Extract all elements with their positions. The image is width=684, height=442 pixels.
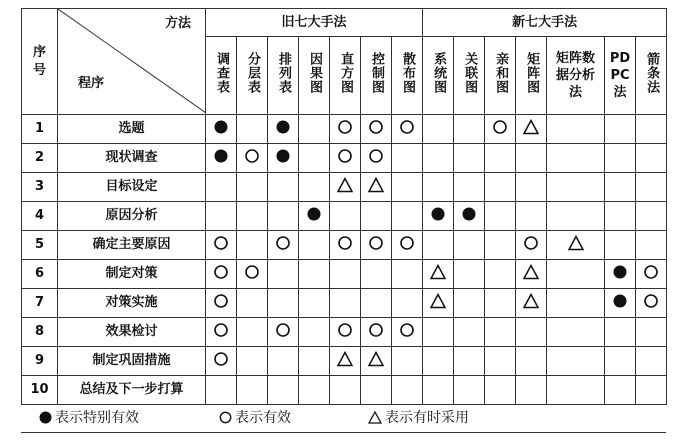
mark-cell [330, 260, 361, 289]
mark-cell [605, 347, 636, 376]
mark-cell [423, 115, 454, 144]
mark-cell [392, 260, 423, 289]
tool-header-label: 分层表 [245, 52, 260, 94]
mark-cell [392, 289, 423, 318]
mark-cell [485, 202, 516, 231]
mark-cell [516, 144, 547, 173]
mark-cell [516, 202, 547, 231]
mark-cell [547, 115, 605, 144]
tool-header-1 [206, 37, 237, 115]
mark-cell [237, 347, 268, 376]
mark-cell [636, 318, 667, 347]
tool-header-line: 矩阵数 [556, 51, 596, 66]
legend-triangle-label: 表示有时采用 [385, 410, 469, 426]
mark-cell [423, 260, 454, 289]
tool-header-12 [547, 37, 605, 115]
open-circle-icon [368, 119, 384, 135]
mark-cell [605, 144, 636, 173]
table-row [22, 202, 667, 231]
mark-cell [299, 202, 330, 231]
mark-cell [299, 115, 330, 144]
mark-cell [454, 231, 485, 260]
mark-cell [485, 231, 516, 260]
mark-cell [237, 144, 268, 173]
mark-cell [237, 318, 268, 347]
mark-cell [605, 202, 636, 231]
tool-header-14 [636, 37, 667, 115]
mark-cell [423, 376, 454, 405]
seq-header [22, 9, 58, 115]
row-number: 5 [22, 231, 58, 260]
legend-filled-label: 表示特别有效 [55, 410, 139, 426]
step-name: 对策实施 [58, 289, 206, 318]
mark-cell [485, 347, 516, 376]
mark-cell [547, 347, 605, 376]
table-row [22, 318, 667, 347]
mark-cell [516, 347, 547, 376]
mark-cell [268, 376, 299, 405]
mark-cell [636, 144, 667, 173]
mark-cell [636, 376, 667, 405]
step-name: 确定主要原因 [58, 231, 206, 260]
mark-cell [605, 289, 636, 318]
open-circle-icon [399, 119, 415, 135]
step-name: 原因分析 [58, 202, 206, 231]
mark-cell [299, 289, 330, 318]
mark-cell [299, 231, 330, 260]
tool-header-label: 关联图 [462, 52, 478, 94]
mark-cell [516, 376, 547, 405]
open-circle-icon [337, 148, 353, 164]
mark-cell [547, 318, 605, 347]
mark-cell [206, 347, 237, 376]
step-name: 选题 [58, 115, 206, 144]
open-circle-icon [337, 235, 353, 251]
mark-cell [268, 115, 299, 144]
open-circle-icon [219, 411, 232, 424]
open-circle-icon [213, 351, 229, 367]
qc-method-table-sheet [21, 8, 666, 426]
mark-cell [330, 144, 361, 173]
mark-cell [392, 347, 423, 376]
mark-cell [237, 376, 268, 405]
open-circle-icon [213, 235, 229, 251]
mark-cell [392, 115, 423, 144]
filled-circle-icon [612, 264, 628, 280]
mark-cell [392, 173, 423, 202]
triangle-icon [337, 177, 353, 193]
step-name: 总结及下一步打算 [58, 376, 206, 405]
mark-cell [392, 231, 423, 260]
mark-cell [547, 260, 605, 289]
open-circle-icon [368, 148, 384, 164]
mark-cell [206, 173, 237, 202]
tool-header-7 [392, 37, 423, 115]
mark-cell [547, 231, 605, 260]
open-circle-icon [213, 264, 229, 280]
mark-cell [423, 289, 454, 318]
table-row [22, 347, 667, 376]
row-number: 6 [22, 260, 58, 289]
step-name: 现状调查 [58, 144, 206, 173]
mark-cell [454, 173, 485, 202]
tool-header-label: 因果图 [307, 52, 322, 94]
triangle-icon [368, 351, 384, 367]
triangle-icon [523, 119, 539, 135]
open-circle-icon [643, 293, 659, 309]
mark-cell [268, 347, 299, 376]
mark-cell [485, 173, 516, 202]
tool-header-label: 调查表 [214, 52, 229, 94]
mark-cell [330, 231, 361, 260]
mark-cell [330, 318, 361, 347]
mark-cell [454, 318, 485, 347]
mark-cell [423, 173, 454, 202]
mark-cell [516, 173, 547, 202]
mark-cell [206, 260, 237, 289]
mark-cell [605, 376, 636, 405]
open-circle-icon [399, 235, 415, 251]
tool-header-label: 散布图 [400, 52, 416, 94]
mark-cell [485, 318, 516, 347]
mark-cell [299, 144, 330, 173]
mark-cell [268, 260, 299, 289]
mark-cell [423, 144, 454, 173]
mark-cell [299, 376, 330, 405]
tool-header-4 [299, 37, 330, 115]
tool-header-line: 据分析 [556, 68, 596, 83]
table-row [22, 115, 667, 144]
row-number: 4 [22, 202, 58, 231]
open-circle-icon [368, 322, 384, 338]
mark-cell [454, 115, 485, 144]
tool-header-line: 法 [613, 85, 627, 100]
tool-header-label: 矩阵图 [524, 52, 540, 94]
open-circle-icon [399, 322, 415, 338]
open-circle-icon [492, 119, 508, 135]
mark-cell [299, 173, 330, 202]
filled-circle-icon [275, 148, 291, 164]
mark-cell [237, 260, 268, 289]
mark-cell [516, 115, 547, 144]
mark-cell [237, 115, 268, 144]
mark-cell [299, 260, 330, 289]
mark-cell [605, 318, 636, 347]
mark-cell [330, 202, 361, 231]
mark-cell [361, 231, 392, 260]
mark-cell [454, 144, 485, 173]
open-circle-icon [337, 119, 353, 135]
triangle-icon [568, 235, 584, 251]
row-number: 3 [22, 173, 58, 202]
open-circle-icon [368, 235, 384, 251]
mark-cell [485, 260, 516, 289]
mark-cell [636, 260, 667, 289]
mark-cell [454, 347, 485, 376]
mark-cell [237, 173, 268, 202]
mark-cell [392, 144, 423, 173]
mark-cell [268, 202, 299, 231]
legend-item-filled [39, 407, 139, 427]
open-circle-icon [275, 235, 291, 251]
mark-cell [423, 318, 454, 347]
mark-cell [392, 318, 423, 347]
mark-cell [516, 231, 547, 260]
mark-cell [392, 202, 423, 231]
mark-cell [206, 115, 237, 144]
mark-cell [361, 173, 392, 202]
row-number: 8 [22, 318, 58, 347]
mark-cell [516, 318, 547, 347]
filled-circle-icon [275, 119, 291, 135]
mark-cell [485, 376, 516, 405]
step-name: 制定对策 [58, 260, 206, 289]
tool-header-label: 直方图 [338, 52, 353, 94]
step-name: 效果检讨 [58, 318, 206, 347]
qc-method-table [21, 8, 667, 405]
filled-circle-icon [213, 148, 229, 164]
open-circle-icon [643, 264, 659, 280]
legend [21, 402, 666, 433]
mark-cell [268, 173, 299, 202]
table-row [22, 173, 667, 202]
filled-circle-icon [306, 206, 322, 222]
method-label: 方法 [164, 16, 191, 31]
tool-header-10 [485, 37, 516, 115]
mark-cell [547, 144, 605, 173]
mark-cell [361, 260, 392, 289]
tool-header-line: PD [609, 51, 631, 66]
mark-cell [636, 231, 667, 260]
table-row [22, 376, 667, 405]
legend-circle-label: 表示有效 [235, 410, 291, 426]
open-circle-icon [523, 235, 539, 251]
legend-item-circle [219, 407, 291, 427]
table-row [22, 144, 667, 173]
table-row [22, 260, 667, 289]
mark-cell [237, 289, 268, 318]
filled-circle-icon [461, 206, 477, 222]
mark-cell [485, 289, 516, 318]
mark-cell [361, 144, 392, 173]
triangle-icon [523, 264, 539, 280]
row-number: 9 [22, 347, 58, 376]
open-circle-icon [337, 322, 353, 338]
mark-cell [268, 231, 299, 260]
mark-cell [636, 347, 667, 376]
old-seven-tools-header: 旧七大手法 [206, 9, 423, 37]
seq-header-label: 序号 [32, 44, 46, 78]
legend-item-triangle [368, 407, 469, 427]
tool-header-5 [330, 37, 361, 115]
mark-cell [330, 376, 361, 405]
mark-cell [330, 347, 361, 376]
mark-cell [485, 115, 516, 144]
tool-header-2 [237, 37, 268, 115]
mark-cell [268, 318, 299, 347]
mark-cell [454, 260, 485, 289]
triangle-icon [523, 293, 539, 309]
tool-header-3 [268, 37, 299, 115]
mark-cell [454, 202, 485, 231]
mark-cell [423, 202, 454, 231]
mark-cell [361, 318, 392, 347]
tool-header-8 [423, 37, 454, 115]
table-row [22, 231, 667, 260]
mark-cell [361, 202, 392, 231]
mark-cell [547, 376, 605, 405]
mark-cell [330, 115, 361, 144]
tool-header-lines [547, 50, 604, 101]
mark-cell [330, 289, 361, 318]
mark-cell [485, 144, 516, 173]
tool-header-label: 亲和图 [493, 52, 509, 94]
mark-cell [605, 231, 636, 260]
mark-cell [636, 289, 667, 318]
mark-cell [299, 318, 330, 347]
mark-cell [636, 115, 667, 144]
open-circle-icon [275, 322, 291, 338]
triangle-icon [368, 411, 382, 424]
mark-cell [361, 376, 392, 405]
mark-cell [547, 202, 605, 231]
mark-cell [423, 347, 454, 376]
mark-cell [299, 347, 330, 376]
tool-header-6 [361, 37, 392, 115]
triangle-icon [368, 177, 384, 193]
tool-header-9 [454, 37, 485, 115]
filled-circle-icon [612, 293, 628, 309]
tool-header-label: 系统图 [431, 52, 447, 94]
open-circle-icon [244, 264, 260, 280]
mark-cell [206, 231, 237, 260]
mark-cell [206, 376, 237, 405]
triangle-icon [430, 264, 446, 280]
row-number: 1 [22, 115, 58, 144]
program-label: 程序 [78, 76, 105, 91]
tool-header-label: 箭条法 [644, 52, 660, 94]
mark-cell [206, 289, 237, 318]
mark-cell [605, 173, 636, 202]
mark-cell [237, 202, 268, 231]
tool-header-line: 法 [569, 85, 583, 100]
mark-cell [454, 376, 485, 405]
tool-header-lines [605, 50, 635, 101]
row-number: 7 [22, 289, 58, 318]
mark-cell [206, 144, 237, 173]
mark-cell [605, 115, 636, 144]
filled-circle-icon [39, 411, 52, 424]
open-circle-icon [244, 148, 260, 164]
triangle-icon [337, 351, 353, 367]
mark-cell [454, 289, 485, 318]
mark-cell [636, 173, 667, 202]
mark-cell [423, 231, 454, 260]
mark-cell [516, 260, 547, 289]
mark-cell [237, 231, 268, 260]
mark-cell [516, 289, 547, 318]
row-number: 2 [22, 144, 58, 173]
mark-cell [361, 115, 392, 144]
tool-header-11 [516, 37, 547, 115]
mark-cell [206, 202, 237, 231]
row-number: 10 [22, 376, 58, 405]
open-circle-icon [213, 293, 229, 309]
mark-cell [636, 202, 667, 231]
mark-cell [268, 289, 299, 318]
mark-cell [361, 289, 392, 318]
tool-header-label: 排列表 [276, 52, 291, 94]
mark-cell [268, 144, 299, 173]
mark-cell [547, 173, 605, 202]
tool-header-13 [605, 37, 636, 115]
table-row [22, 289, 667, 318]
step-name: 制定巩固措施 [58, 347, 206, 376]
mark-cell [547, 289, 605, 318]
mark-cell [392, 376, 423, 405]
mark-cell [206, 318, 237, 347]
filled-circle-icon [430, 206, 446, 222]
filled-circle-icon [213, 119, 229, 135]
new-seven-tools-header: 新七大手法 [423, 9, 667, 37]
step-name: 目标设定 [58, 173, 206, 202]
tool-header-line: PC [610, 68, 630, 83]
method-program-header [58, 9, 206, 115]
mark-cell [605, 260, 636, 289]
tool-header-label: 控制图 [369, 52, 384, 94]
open-circle-icon [213, 322, 229, 338]
mark-cell [330, 173, 361, 202]
triangle-icon [430, 293, 446, 309]
mark-cell [361, 347, 392, 376]
